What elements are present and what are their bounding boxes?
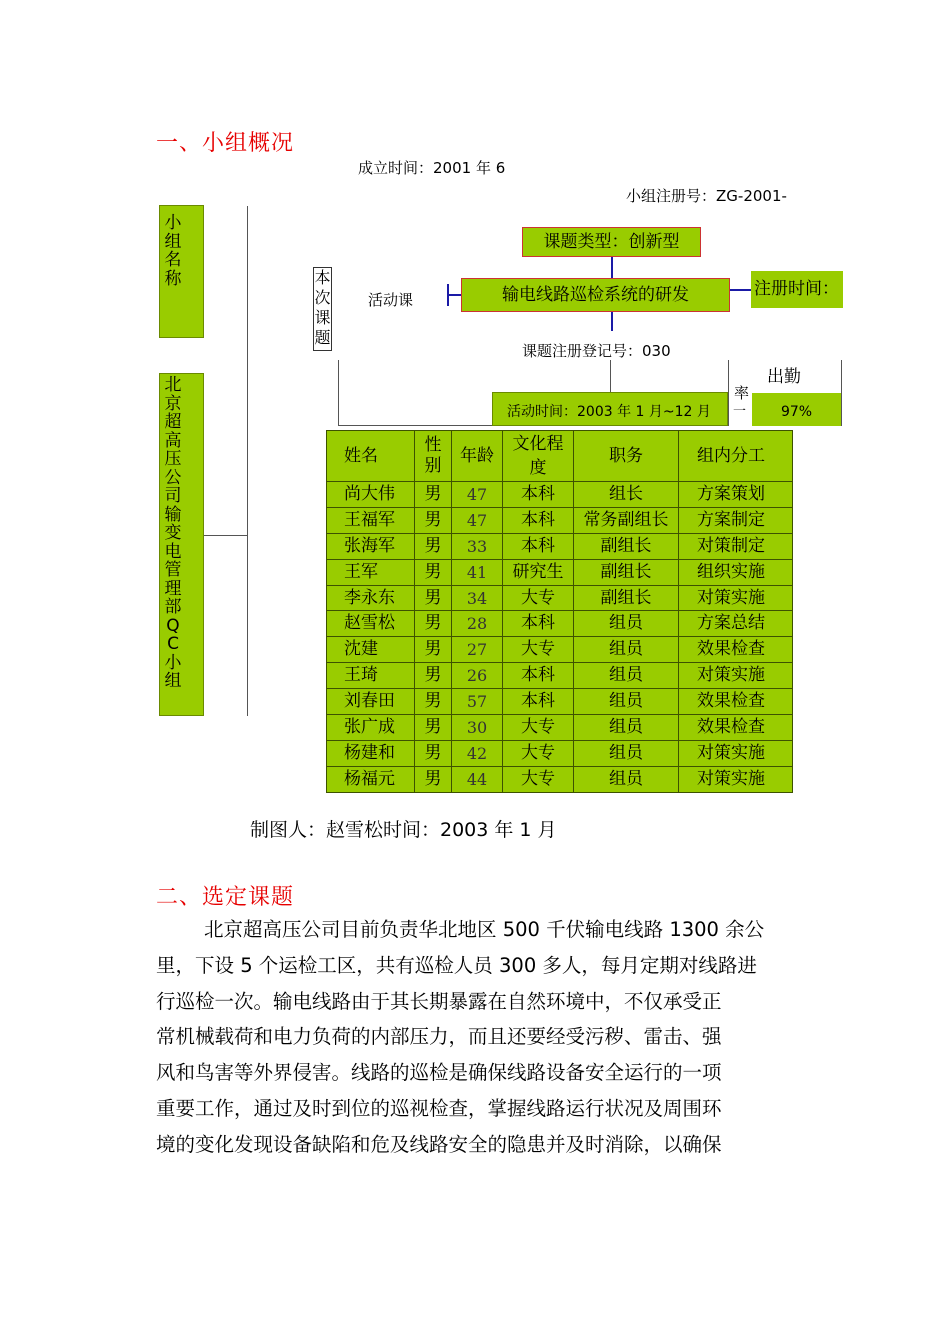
member-position: 副组长 xyxy=(574,559,679,585)
table-row xyxy=(327,507,793,533)
members-table xyxy=(326,430,793,793)
register-time-label: 注册时间： xyxy=(754,279,839,299)
member-division: 对策制定 xyxy=(679,533,793,559)
frame-mid-line xyxy=(610,360,611,392)
member-education: 大专 xyxy=(503,715,574,741)
table-row xyxy=(327,482,793,508)
group-name-value: 北京超高压公司输变电管理部QC小组 xyxy=(164,375,182,691)
register-number-text: 小组注册号：ZG-2001- xyxy=(626,187,787,205)
header-education xyxy=(503,431,574,482)
member-division: 对策实施 xyxy=(679,663,793,689)
member-age: 28 xyxy=(452,611,503,637)
connector-left xyxy=(449,294,461,296)
member-gender: 男 xyxy=(415,689,452,715)
paragraph-line: 境的变化发现设备缺陷和危及线路安全的隐患并及时消除，以确保 xyxy=(156,1132,722,1156)
register-time-box xyxy=(751,271,843,308)
attendance-partial-char: 率 xyxy=(734,384,750,402)
member-position: 组员 xyxy=(574,689,679,715)
table-row xyxy=(327,637,793,663)
member-education: 本科 xyxy=(503,533,574,559)
member-division: 对策实施 xyxy=(679,766,793,792)
member-position: 副组长 xyxy=(574,585,679,611)
member-position: 组员 xyxy=(574,637,679,663)
member-position: 组员 xyxy=(574,663,679,689)
header-age: 年龄 xyxy=(452,431,503,482)
member-gender: 男 xyxy=(415,585,452,611)
member-age: 30 xyxy=(452,715,503,741)
member-education: 大专 xyxy=(503,637,574,663)
topic-type: 课题类型：创新型 xyxy=(543,232,680,252)
topic-label: 本次课题 xyxy=(314,268,331,347)
paragraph-line: 里，下设 5 个运检工区，共有巡检人员 300 多人，每月定期对线路进 xyxy=(156,953,757,977)
table-row xyxy=(327,559,793,585)
table-row xyxy=(327,533,793,559)
member-gender: 男 xyxy=(415,637,452,663)
member-age: 27 xyxy=(452,637,503,663)
header-name: 姓名 xyxy=(327,431,415,482)
table-row xyxy=(327,689,793,715)
topic-title-box xyxy=(461,278,730,312)
member-education: 大专 xyxy=(503,766,574,792)
table-header-row xyxy=(327,431,793,482)
member-division: 效果检查 xyxy=(679,689,793,715)
member-age: 33 xyxy=(452,533,503,559)
member-name: 王琦 xyxy=(327,663,415,689)
member-position: 副组长 xyxy=(574,533,679,559)
table-row xyxy=(327,585,793,611)
header-position: 职务 xyxy=(574,431,679,482)
activity-time-box xyxy=(492,392,728,426)
member-education: 本科 xyxy=(503,689,574,715)
header-education-text: 文化程度 xyxy=(512,434,564,478)
header-gender xyxy=(415,431,452,482)
member-gender: 男 xyxy=(415,663,452,689)
member-position: 组员 xyxy=(574,740,679,766)
table-row xyxy=(327,611,793,637)
topic-label-box xyxy=(313,267,332,351)
member-rows xyxy=(327,482,793,793)
group-name-label-box xyxy=(159,205,204,338)
topic-title: 输电线路巡检系统的研发 xyxy=(502,285,689,305)
paragraph-line: 行巡检一次。输电线路由于其长期暴露在自然环境中，不仅承受正 xyxy=(156,989,722,1013)
member-gender: 男 xyxy=(415,533,452,559)
member-division: 对策实施 xyxy=(679,585,793,611)
activity-time: 活动时间：2003 年 1 月~12 月 xyxy=(507,404,711,420)
member-age: 26 xyxy=(452,663,503,689)
section-2-title: 二、选定课题 xyxy=(156,885,295,910)
member-division: 对策实施 xyxy=(679,740,793,766)
connector-right xyxy=(730,289,751,291)
member-name: 张海军 xyxy=(327,533,415,559)
connector-left-cap xyxy=(447,284,449,306)
member-position: 常务副组长 xyxy=(574,507,679,533)
member-age: 41 xyxy=(452,559,503,585)
member-education: 大专 xyxy=(503,740,574,766)
group-name-value-box xyxy=(159,373,204,716)
connector-top xyxy=(611,256,613,280)
frame-far-right-line xyxy=(841,360,842,426)
member-division: 方案总结 xyxy=(679,611,793,637)
bracket-connector xyxy=(204,535,247,536)
member-gender: 男 xyxy=(415,766,452,792)
member-name: 张广成 xyxy=(327,715,415,741)
connector-bottom xyxy=(611,311,613,331)
section-2-paragraph xyxy=(156,912,796,1163)
table-row xyxy=(327,715,793,741)
attendance-dash: 一 xyxy=(733,404,747,419)
member-name: 尚大伟 xyxy=(327,482,415,508)
member-name: 刘春田 xyxy=(327,689,415,715)
member-position: 组员 xyxy=(574,611,679,637)
group-name-label: 小组名称 xyxy=(164,213,182,289)
member-division: 效果检查 xyxy=(679,715,793,741)
member-division: 组织实施 xyxy=(679,559,793,585)
member-education: 本科 xyxy=(503,482,574,508)
header-gender-text: 性别 xyxy=(424,435,442,476)
founded-date-text: 成立时间：2001 年 6 xyxy=(358,159,506,177)
member-position: 组长 xyxy=(574,482,679,508)
frame-bottom-line xyxy=(338,425,492,426)
member-education: 本科 xyxy=(503,663,574,689)
member-age: 42 xyxy=(452,740,503,766)
paragraph-line: 北京超高压公司目前负责华北地区 500 千伏输电线路 1300 余公 xyxy=(204,918,765,941)
member-gender: 男 xyxy=(415,740,452,766)
frame-right-line xyxy=(728,360,729,426)
member-age: 47 xyxy=(452,482,503,508)
member-education: 大专 xyxy=(503,585,574,611)
bracket-line xyxy=(247,206,248,716)
member-gender: 男 xyxy=(415,611,452,637)
member-education: 本科 xyxy=(503,611,574,637)
member-name: 杨福元 xyxy=(327,766,415,792)
table-row xyxy=(327,766,793,792)
member-gender: 男 xyxy=(415,507,452,533)
member-division: 方案策划 xyxy=(679,482,793,508)
member-division: 效果检查 xyxy=(679,637,793,663)
paragraph-line: 常机械载荷和电力负荷的内部压力，而且还要经受污秽、雷击、强 xyxy=(156,1025,722,1049)
member-position: 组员 xyxy=(574,715,679,741)
frame-left-line xyxy=(338,360,339,426)
attendance-value: 97% xyxy=(780,404,813,420)
section-1-title: 一、小组概况 xyxy=(156,131,295,156)
member-name: 沈建 xyxy=(327,637,415,663)
member-name: 王福军 xyxy=(327,507,415,533)
member-name: 赵雪松 xyxy=(327,611,415,637)
member-division: 方案制定 xyxy=(679,507,793,533)
chart-caption: 制图人：赵雪松时间：2003 年 1 月 xyxy=(250,819,557,841)
header-division: 组内分工 xyxy=(679,431,793,482)
table-row xyxy=(327,740,793,766)
member-gender: 男 xyxy=(415,559,452,585)
member-gender: 男 xyxy=(415,482,452,508)
table-row xyxy=(327,663,793,689)
activity-label: 活动课 xyxy=(368,291,414,309)
member-age: 44 xyxy=(452,766,503,792)
member-education: 研究生 xyxy=(503,559,574,585)
member-name: 李永东 xyxy=(327,585,415,611)
topic-type-box xyxy=(522,227,701,257)
member-position: 组员 xyxy=(574,766,679,792)
member-age: 47 xyxy=(452,507,503,533)
member-age: 34 xyxy=(452,585,503,611)
member-name: 杨建和 xyxy=(327,740,415,766)
topic-register-text: 课题注册登记号：030 xyxy=(522,342,671,360)
attendance-value-box xyxy=(752,393,841,426)
member-education: 本科 xyxy=(503,507,574,533)
attendance-label: 出勤 xyxy=(767,367,801,387)
member-age: 57 xyxy=(452,689,503,715)
member-name: 王军 xyxy=(327,559,415,585)
paragraph-line: 重要工作，通过及时到位的巡视检查，掌握线路运行状况及周围环 xyxy=(156,1096,722,1120)
member-gender: 男 xyxy=(415,715,452,741)
paragraph-line: 风和鸟害等外界侵害。线路的巡检是确保线路设备安全运行的一项 xyxy=(156,1061,722,1085)
